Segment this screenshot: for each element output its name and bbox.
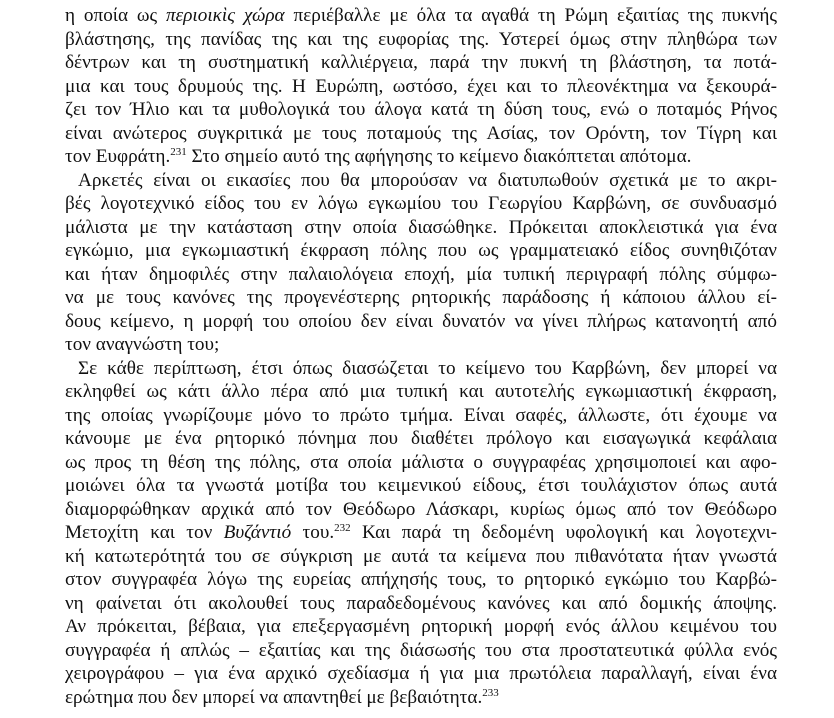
paragraph: [65, 357, 777, 710]
text-run: βές λογοτεχνικό είδος του εν λόγω εγκωμίου του Γεωργίου Καρβώνη, σε συνδυασμό: [65, 193, 777, 214]
footnote-marker: 232: [334, 522, 351, 534]
text-run: διαμορφώθηκαν αρχικά από τον Θεόδωρο Λάσκαρι, κυρίως όμως από τον Θεόδωρο: [65, 498, 777, 520]
text-run: στον συγγραφέα λόγω της ευρείας απήχησής τους, το ρητορικό εγκώμιο του Καρβώ-: [65, 569, 777, 590]
text-line: [65, 333, 777, 357]
text-run: χειρογράφου – για ένα αρχικό σχεδίασμα ή για μια πρωτόλεια παραλλαγή, είναι ένα: [65, 663, 777, 684]
text-line: [65, 568, 777, 592]
text-line: [65, 310, 777, 334]
text-run: Στο σημείο αυτό της αφήγησης το κείμενο διακόπτεται απότομα.: [186, 146, 692, 167]
text-line: [65, 615, 777, 639]
document-page: [65, 4, 777, 709]
text-line: [65, 4, 777, 28]
text-run: να με τους κανόνες της προγενέστερης ρητορικής παράδοσης ή κάποιου άλλου εί-: [65, 287, 777, 308]
text-run: της οποίας γνωρίζουμε μόνο το πρώτο τμήμα. Είναι σαφές, άλλωστε, ότι έχουμε να: [65, 404, 777, 426]
text-run: εκληφθεί ως κάτι άλλο πέρα από μια τυπική και αυτοτελής εγκωμιαστική έκφραση,: [65, 381, 777, 402]
text-run: δέντρων και τη συστηματική καλλιέργεια, παρά την πυκνή τη βλάστηση, τα ποτά-: [65, 52, 777, 73]
footnote-marker: 231: [170, 146, 187, 158]
text-line: [65, 686, 777, 710]
text-run: περιέβαλλε με όλα τα αγαθά τη Ρώμη εξαιτίας της πυκνής: [284, 5, 777, 26]
text-run: η οποία ως: [65, 5, 167, 26]
text-run: Και παρά τη δεδομένη υφολογική και λογοτεχνι-: [350, 522, 777, 543]
text-run: μάλιστα με την κατάσταση στην οποία διασώθηκε. Πρόκειται αποκλειστικά για ένα: [65, 216, 777, 238]
text-line: [65, 192, 777, 216]
text-line: [65, 145, 777, 169]
text-run: συγγραφέα ή απλώς – εξαιτίας και της διάσωσής του στα προστατευτικά φύλλα ενός: [65, 639, 777, 661]
italic-text: Βυζάντιό: [223, 522, 292, 543]
text-line: [65, 75, 777, 99]
text-run: Μετοχίτη και τον: [65, 522, 224, 543]
text-line: [65, 239, 777, 263]
text-line: [65, 545, 777, 569]
text-line: [65, 521, 777, 545]
text-line: [65, 169, 777, 193]
paragraph: [65, 4, 777, 169]
text-line: [65, 357, 777, 381]
text-run: ερώτημα που δεν μπορεί να απαντηθεί με βεβαιότητα.: [65, 686, 483, 708]
text-run: νη φαίνεται ότι ακολουθεί τους παραδεδομένους κανόνες και από δομικής άποψης.: [65, 592, 777, 614]
italic-text: περιοικὶς χώρα: [166, 5, 285, 26]
text-run: ως προς τη θέση της πόλης, στα οποία μάλιστα ο συγγραφέας χρησιμοποιεί και αφο-: [65, 451, 777, 473]
text-line: [65, 28, 777, 52]
paragraph: [65, 169, 777, 357]
text-run: τον Ευφράτη.: [65, 146, 171, 167]
text-line: [65, 592, 777, 616]
text-line: [65, 122, 777, 146]
text-line: [65, 380, 777, 404]
text-line: [65, 498, 777, 522]
text-run: κή κατωτερότητά του σε σύγκριση με αυτά τα κείμενα που πιθανότατα ήταν γνωστά: [65, 545, 777, 567]
text-run: δους κείμενο, η μορφή του οποίου δεν είναι δυνατόν να γίνει πλήρως κατανοητή από: [65, 310, 777, 332]
text-run: κάνουμε με ένα ρητορικό πόνημα που διαθέτει πρόλογο και εισαγωγικά κεφάλαια: [65, 428, 777, 449]
text-line: [65, 639, 777, 663]
text-run: Αν πρόκειται, βέβαια, για επεξεργασμένη ρητορική μορφή ενός άλλου κειμένου του: [65, 616, 777, 637]
text-line: [65, 286, 777, 310]
text-line: [65, 451, 777, 475]
text-run: είναι ανώτερος συγκριτικά με τους ποταμούς της Ασίας, τον Ορόντη, τον Τίγρη και: [65, 122, 777, 144]
text-run: και ήταν δημοφιλές στην παλαιολόγεια εποχή, μία τυπική περιγραφή πόλης σύμφω-: [65, 263, 777, 285]
text-line: [65, 51, 777, 75]
text-line: [65, 474, 777, 498]
text-run: Σε κάθε περίπτωση, έτσι όπως διασώζεται το κείμενο του Καρβώνη, δεν μπορεί να: [78, 357, 777, 379]
text-line: [65, 216, 777, 240]
text-run: Αρκετές είναι οι εικασίες που θα μπορούσαν να διατυπωθούν σχετικά με το ακρι-: [78, 169, 777, 191]
text-run: τον αναγνώστη του;: [65, 334, 220, 355]
footnote-marker: 233: [482, 686, 499, 699]
text-run: βλάστησης, της πανίδας της και της ευφορίας της. Υστερεί όμως στην πληθώρα των: [65, 28, 777, 50]
text-run: του.: [291, 522, 335, 543]
text-run: εγκώμιο, μια εγκωμιαστική έκφραση πόλης που ως γραμματειακό είδος συνηθιζόταν: [65, 240, 777, 261]
text-run: μια και τους δρυμούς της. Η Ευρώπη, ωστόσο, έχει και το πλεονέκτημα να ξεκουρά-: [65, 75, 777, 97]
text-line: [65, 263, 777, 287]
text-run: μοιώνει όλα τα γνωστά μοτίβα του κειμενικού είδους, έτσι τουλάχιστον όπως αυτά: [65, 475, 777, 496]
text-line: [65, 427, 777, 451]
text-line: [65, 404, 777, 428]
text-run: ζει τον Ήλιο και τα μυθολογικά του άλογα κατά τη δύση τους, ενώ ο ποταμός Ρήνος: [65, 99, 777, 120]
text-line: [65, 98, 777, 122]
text-line: [65, 662, 777, 686]
